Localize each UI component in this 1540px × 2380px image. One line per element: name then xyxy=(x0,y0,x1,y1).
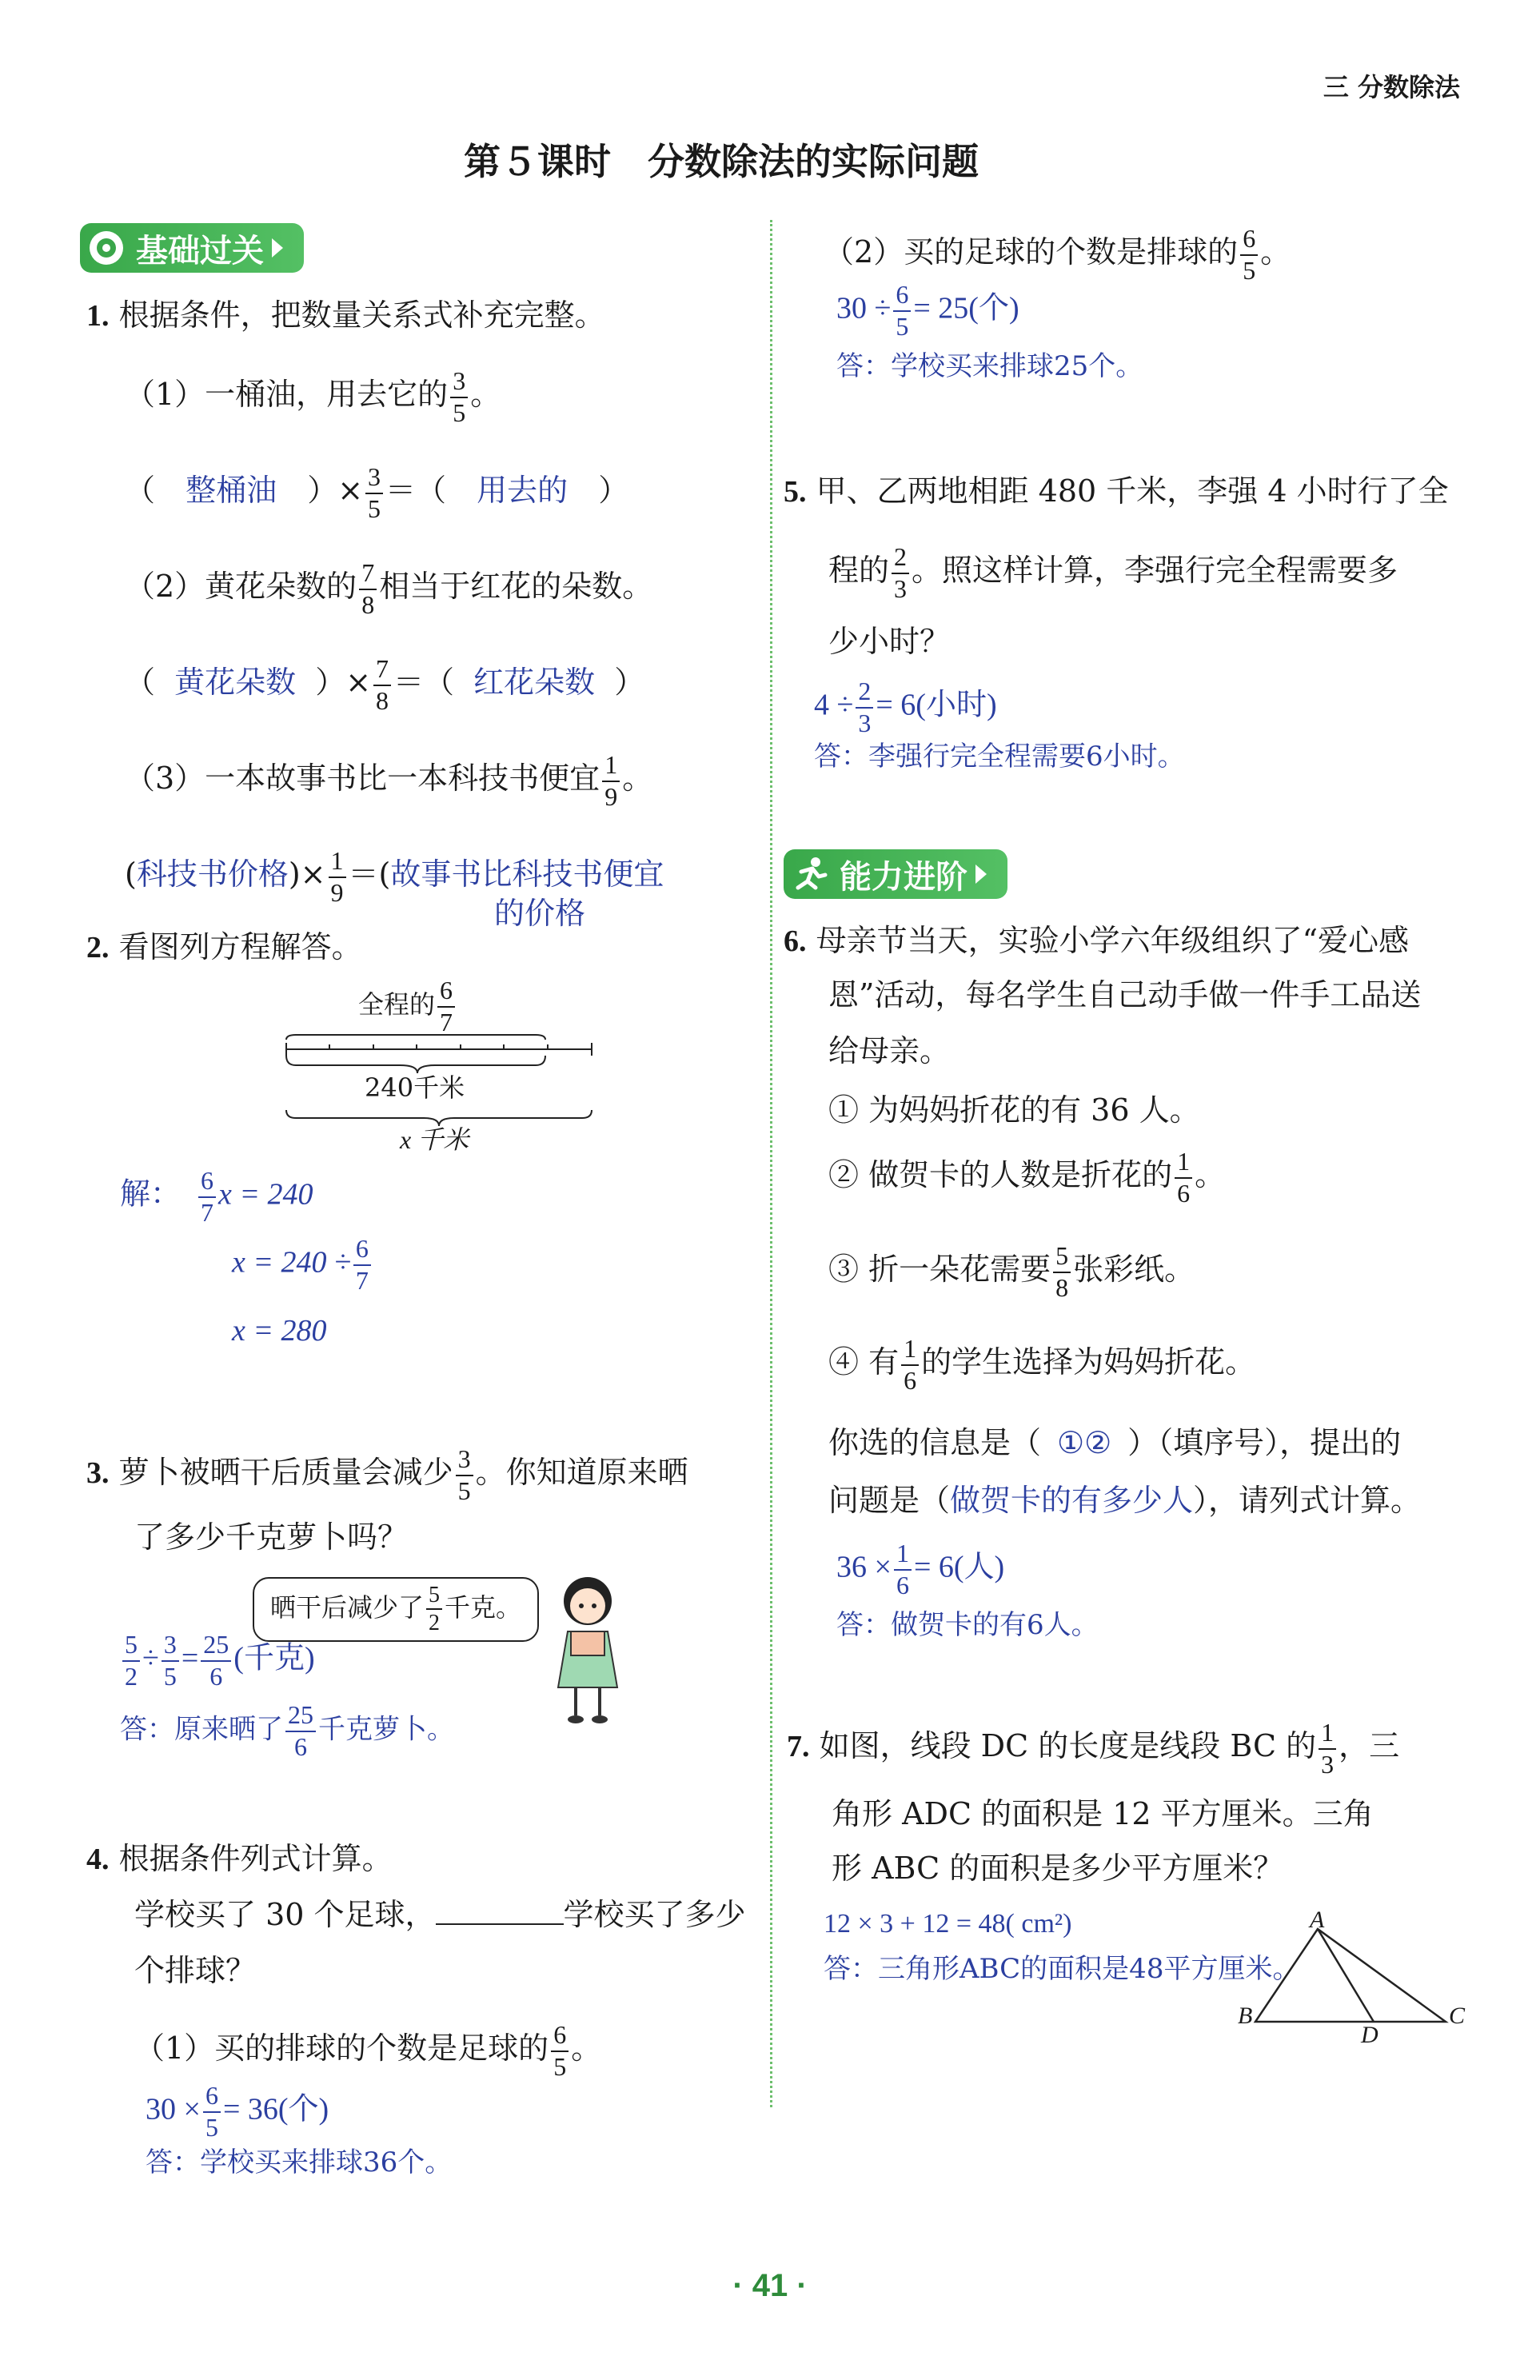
q6-line1: 6. 母亲节当天，实验小学六年级组织了“爱心感 xyxy=(784,923,1410,958)
q7-line2: 角形 ADC 的面积是 12 平方厘米。三角 xyxy=(832,1796,1374,1831)
q4-line2: 个排球？ xyxy=(134,1953,257,1988)
q2-diagram-top-label: 全程的 $\frac{6}{7}$ xyxy=(358,977,457,1036)
q4-p2-calc: 30 ÷ $\frac{6}{5}$ = 25(个) xyxy=(836,280,1019,341)
q7-label-a: A xyxy=(1310,1907,1325,1933)
q2-stem: 2. 看图列方程解答。 xyxy=(86,929,362,964)
running-person-icon xyxy=(792,856,828,892)
q5-line1: 5. 甲、乙两地相距 480 千米，李强 4 小时行了全 xyxy=(784,473,1449,509)
q6-info2: ② 做贺卡的人数是折花的 $\frac{1}{6}$ 。 xyxy=(828,1147,1226,1208)
q6-calc: 36 × $\frac{1}{6}$ = 6(人) xyxy=(836,1539,1005,1599)
q3-calculation: $\frac{5}{2}$ ÷ $\frac{3}{5}$ = $\frac{25}{6}$ (千克) xyxy=(120,1631,315,1690)
q1-p1-answer: （ 整桶油 ）× $\frac{3}{5}$ ＝（ 用去的 ） xyxy=(125,462,629,523)
q3-speech-bubble: 晒干后减少了 $\frac{5}{2}$ 千克。 xyxy=(253,1577,539,1642)
q6-question: 问题是（做贺卡的有多少人），请列式计算。 xyxy=(828,1483,1422,1518)
q5-line3: 少小时？ xyxy=(828,624,951,659)
chevron-right-icon xyxy=(272,238,283,258)
q2-diagram-bottom-label: x 千米 xyxy=(400,1125,469,1154)
q6-line2: 恩”活动，每名学生自己动手做一件手工品送 xyxy=(828,977,1422,1012)
q1-p2: （2）黄花朵数的 $\frac{7}{8}$ 相当于红花的朵数。 xyxy=(125,558,653,619)
q4-p2: （2）买的足球的个数是排球的 $\frac{6}{5}$ 。 xyxy=(824,224,1291,285)
q4-p1-answer: 答：学校买来排球36个。 xyxy=(146,2146,453,2178)
q4-p1-calc: 30 × $\frac{6}{5}$ = 36(个) xyxy=(146,2081,329,2142)
q3-answer: 答：原来晒了 $\frac{25}{6}$ 千克萝卜。 xyxy=(120,1700,454,1761)
q4-stem: 4. 根据条件列式计算。 xyxy=(86,1841,393,1876)
section-banner-basic xyxy=(80,223,304,273)
gear-icon xyxy=(88,230,125,266)
section-header: 三 分数除法 xyxy=(1323,72,1460,102)
q6-info1: ① 为妈妈折花的有 36 人。 xyxy=(828,1092,1200,1128)
q5-answer: 答：李强行完全程需要6小时。 xyxy=(814,741,1185,773)
q6-info3: ③ 折一朵花需要 $\frac{5}{8}$ 张彩纸。 xyxy=(828,1241,1195,1302)
q7-calc: 12 × 3 + 12 = 48( cm²) xyxy=(824,1909,1072,1939)
q3-stem-line2: 了多少千克萝卜吗？ xyxy=(134,1519,409,1555)
q7-triangle-diagram xyxy=(1231,1903,1471,2055)
q1-p3: （3）一本故事书比一本科技书便宜 $\frac{1}{9}$ 。 xyxy=(125,750,653,811)
q6-answer: 答：做贺卡的有6人。 xyxy=(836,1609,1099,1641)
girl-illustration-icon xyxy=(544,1567,632,1727)
q6-line3: 给母亲。 xyxy=(828,1033,951,1068)
section-banner-advanced xyxy=(784,849,1007,899)
q3-stem-line1: 3. 萝卜被晒干后质量会减少 $\frac{3}{5}$ 。你知道原来晒 xyxy=(86,1444,688,1505)
section-title-advanced: 能力进阶 xyxy=(840,858,967,896)
q2-diagram-mid-label: 240千米 xyxy=(365,1072,465,1103)
q6-selected-info: 你选的信息是（ ①② ）（填序号），提出的 xyxy=(828,1425,1402,1460)
q1-p3-answer-cont: 的价格 xyxy=(494,896,586,931)
page-number: · 41 · xyxy=(732,2268,808,2303)
q7-label-d: D xyxy=(1361,2022,1378,2048)
q2-solution-line3: x = 280 xyxy=(232,1314,327,1348)
q7-line1: 7. 如图，线段 DC 的长度是线段 BC 的 $\frac{1}{3}$ ，三 xyxy=(787,1718,1400,1779)
q1-p1: （1）一桶油，用去它的 $\frac{3}{5}$ 。 xyxy=(125,366,501,427)
q7-line3: 形 ABC 的面积是多少平方厘米？ xyxy=(832,1851,1284,1886)
q7-label-c: C xyxy=(1449,2003,1466,2029)
q5-line2: 程的 $\frac{2}{3}$ 。照这样计算，李强行完全程需要多 xyxy=(828,542,1398,603)
q7-label-b: B xyxy=(1238,2003,1253,2029)
q4-blank[interactable] xyxy=(436,1899,564,1925)
page-title: 第５课时 分数除法的实际问题 xyxy=(464,140,979,183)
section-title-basic: 基础过关 xyxy=(136,232,264,270)
q1-p3-answer: (科技书价格)× $\frac{1}{9}$ ＝(故事书比科技书便宜 xyxy=(125,846,664,907)
q5-calc: 4 ÷ $\frac{2}{3}$ = 6(小时) xyxy=(814,677,997,737)
chevron-right-icon xyxy=(975,865,987,884)
q2-solution-line1: 解： $\frac{6}{7}$ x = 240 xyxy=(120,1166,313,1227)
column-divider xyxy=(770,220,772,2107)
q1-stem: 1. 根据条件，把数量关系式补充完整。 xyxy=(86,298,605,333)
q4-p1: （1）买的排球的个数是足球的 $\frac{6}{5}$ 。 xyxy=(134,2020,602,2081)
q2-solution-line2: x = 240 ÷ $\frac{6}{7}$ xyxy=(232,1236,373,1294)
q1-p2-answer: （ 黄花朵数 ）× $\frac{7}{8}$ ＝（ 红花朵数 ） xyxy=(125,654,645,715)
q4-line1: 学校买了 30 个足球， 学校买了多少 xyxy=(134,1897,746,1932)
q7-answer: 答：三角形ABC的面积是48平方厘米。 xyxy=(824,1953,1300,1985)
q4-p2-answer: 答：学校买来排球25个。 xyxy=(836,350,1143,382)
q6-info4: ④ 有 $\frac{1}{6}$ 的学生选择为妈妈折花。 xyxy=(828,1334,1256,1395)
